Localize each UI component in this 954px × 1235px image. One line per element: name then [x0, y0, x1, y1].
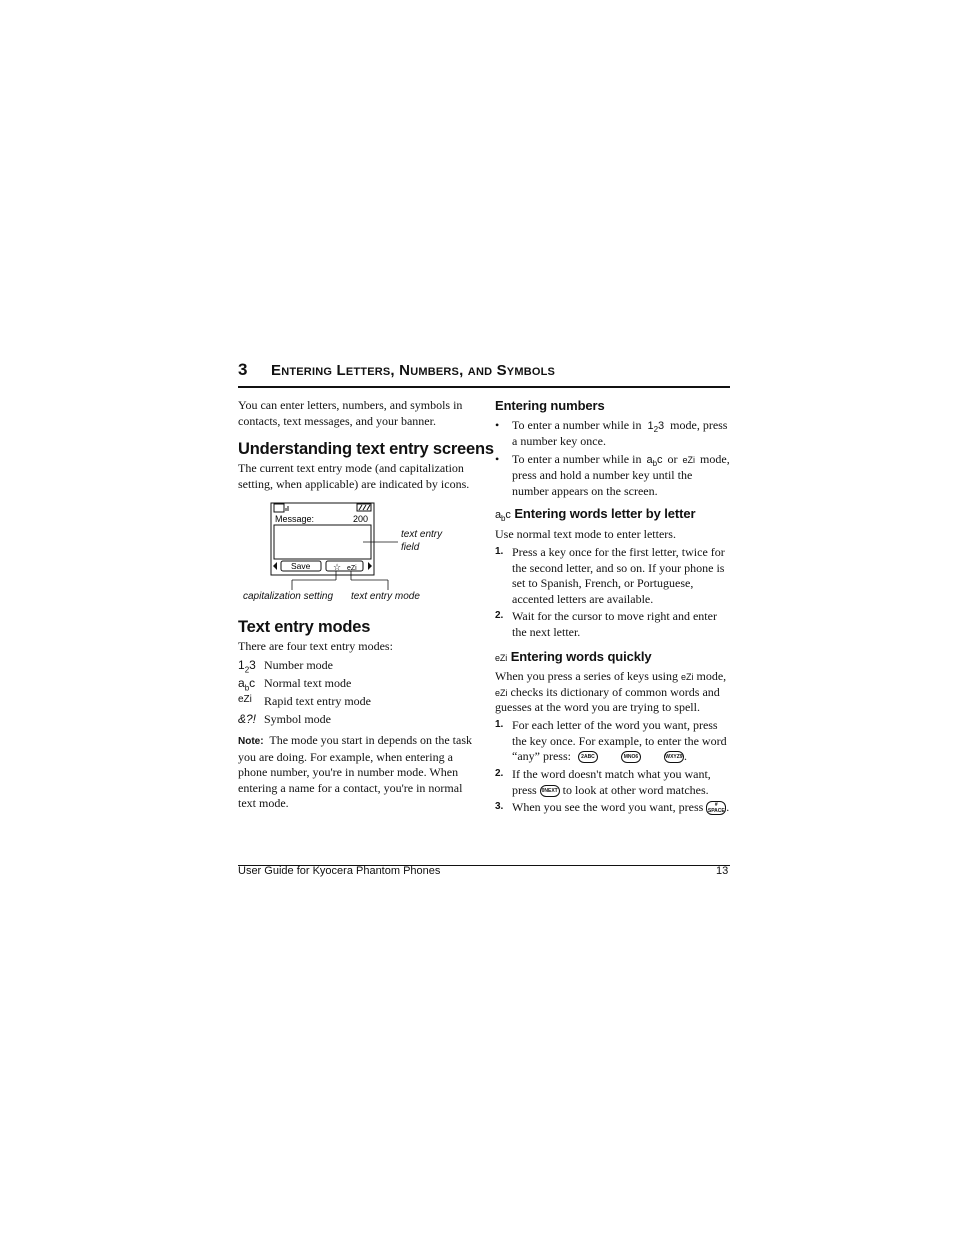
heading-letter-text: Entering words letter by letter [514, 506, 696, 521]
note-text: The mode you start in depends on the task you are doing. For example, when entering a phone number, you're in number mode. When entering a name for a contact, you're in normal text mode. [238, 733, 472, 810]
letters-step-1: 1. Press a key once for the first letter, twice for the second letter, and so on. If your phone is set to Spanish, French, or Portuguese, accented letters are available. [495, 545, 730, 607]
123-icon: $1_23$ [647, 420, 665, 435]
symbol-icon: &?! [238, 712, 257, 726]
quick-step-2-post: to look at other word matches. [562, 782, 709, 797]
b2-pre: To enter a number while in [512, 452, 642, 466]
abc-icon: $a_bc$ [238, 676, 256, 693]
b1-post: mode, press a number key once. [512, 418, 728, 449]
123-icon: $1_23$ [238, 658, 256, 675]
chapter-heading [238, 360, 730, 388]
heading-letter-by-letter [495, 506, 695, 523]
letters-step-1-text: Press a key once for the first letter, twice for the second letter, and so on. If your phone is set to Spanish, French, or Portuguese, accented letters are available. [512, 545, 725, 606]
section-heading-modes: Text entry modes [238, 618, 371, 636]
mode-icon: eZi [347, 565, 357, 572]
b2-post: mode, press and hold a number key until the number appears on the screen. [512, 452, 730, 498]
ezi-icon: eZi [238, 694, 252, 705]
letters-step-2-text: Wait for the cursor to move right and enter the next letter. [512, 609, 717, 639]
note-label: Note: [238, 736, 264, 747]
mode-softkey [326, 561, 363, 571]
cap-callout-label: capitalization setting [243, 591, 334, 602]
key-space-icon: # SPACE [707, 802, 725, 815]
mode-label: Rapid text entry mode [264, 694, 371, 708]
ezi-icon: eZi [495, 653, 508, 663]
quick-step-3-text: When you see the word you want, press [512, 800, 704, 814]
abc-icon: $a_bc$ [646, 454, 663, 469]
understanding-paragraph: The current text entry mode (and capitalization setting, when applicable) are indicated by icons. [238, 461, 470, 491]
footer-title: User Guide for Kyocera Phantom Phones [238, 865, 441, 877]
heading-entering-numbers: Entering numbers [495, 398, 605, 413]
mode-label: Number mode [264, 658, 333, 672]
ezi-icon: eZi [680, 672, 694, 682]
intro-paragraph: You can enter letters, numbers, and symbols in contacts, text messages, and your banner. [238, 398, 463, 428]
section-heading-understanding: Understanding text entry screens [238, 440, 494, 458]
screen-char-count: 200 [353, 514, 369, 524]
text-entry-field [274, 525, 371, 559]
abc-icon: $a_bc$ [495, 509, 511, 524]
ezi-icon: eZi [495, 687, 508, 698]
mode-label: Normal text mode [264, 676, 352, 690]
ezi-icon: eZi [682, 455, 696, 465]
b2-or: or [667, 452, 678, 466]
heading-quickly-text: Entering words quickly [510, 649, 652, 664]
save-softkey-label: Save [291, 561, 311, 571]
b1-pre: To enter a number while in [512, 418, 642, 432]
chapter-number: 3 [238, 360, 248, 379]
quick-intro [495, 669, 730, 716]
key-0-next-icon: 0NEXT [540, 785, 560, 797]
quick-intro-post: checks its dictionary of common words and guesses at the word you are trying to spell. [495, 684, 720, 714]
quick-intro-mid: mode, [696, 669, 727, 683]
key-9-icon: WXYZ9 [664, 751, 684, 763]
page-number: 13 [716, 865, 729, 877]
quick-step-2: 2. If the word doesn't match what you want, press 0NEXT to look at other word matches. [495, 767, 711, 797]
numbers-bullet-2: • To enter a number while in $a_bc$ or eZi mode, press and hold a number key until the number appears on the screen. [495, 452, 730, 498]
numbers-bullet-1: • To enter a number while in $1_23$ mode, press a number key once. [495, 418, 728, 449]
quick-step-2-pre: If the word doesn't match what you want, press [512, 767, 711, 797]
letters-step-2: 2. Wait for the cursor to move right and enter the next letter. [495, 609, 730, 640]
field-callout-line1: text entry [401, 529, 443, 540]
quick-step-3: 3. When you see the word you want, press # SPACE . [495, 800, 730, 815]
note-paragraph [238, 733, 472, 812]
heading-words-quickly [495, 649, 652, 664]
chapter-title: Entering Letters, Numbers, and Symbols [271, 362, 556, 379]
key-2-icon: 2ABC [578, 751, 598, 763]
mode-label: Symbol mode [264, 712, 332, 726]
field-callout-line2: field [401, 542, 420, 553]
letters-intro: Use normal text mode to enter letters. [495, 527, 676, 541]
screen-message-label: Message: [275, 514, 315, 524]
quick-intro-pre: When you press a series of keys using [495, 669, 678, 683]
mode-callout-label: text entry mode [351, 591, 420, 602]
field-callout [401, 528, 442, 554]
capitalization-icon: ☆ [333, 563, 342, 573]
phone-screen-figure [238, 500, 478, 610]
key-6-icon: MNO6 [621, 751, 641, 763]
modes-intro: There are four text entry modes: [238, 639, 393, 653]
quick-step-1-text: For each letter of the word you want, press the key once. For example, to enter the word “any” press: [512, 718, 727, 763]
quick-step-1: 1. For each letter of the word you want, press the key once. For example, to enter the word “any” press: 2ABC MNO6 WXYZ9. [495, 718, 727, 763]
